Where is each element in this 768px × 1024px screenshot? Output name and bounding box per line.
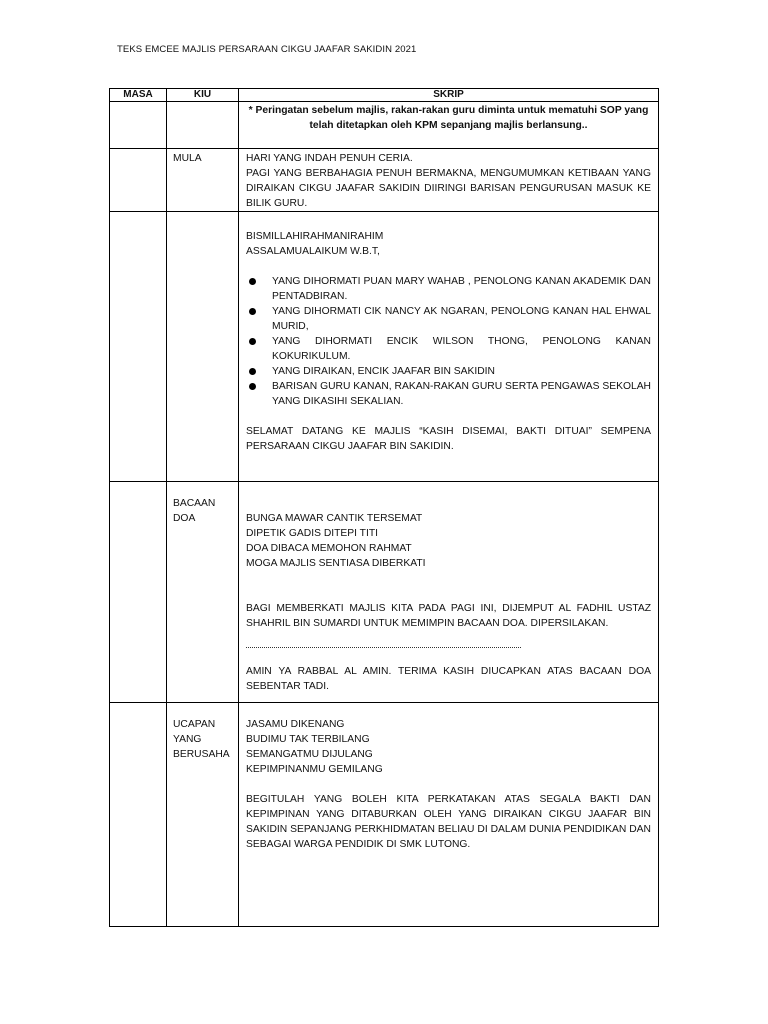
header-masa: MASA	[110, 89, 167, 102]
cell-kiu	[167, 703, 239, 927]
bullet-icon	[249, 368, 256, 375]
greeting-bismillah: BISMILLAHIRAHMANIRAHIM	[246, 231, 384, 242]
list-item: YANG DIHORMATI ENCIK WILSON THONG, PENOLONG KANAN KOKURIKULUM.	[246, 334, 651, 364]
table-row-opening	[110, 212, 659, 482]
script-line: PAGI YANG BERBAHAGIA PENUH BERMAKNA, MENGUMUMKAN KETIBAAN YANG DIRAIKAN CIKGU JAAFAR SAKIDIN DIIRINGI BARISAN PENGURUSAN MASUK KE BILIK GURU.	[246, 168, 651, 209]
doa-closing: AMIN YA RABBAL AL AMIN. TERIMA KASIH DIUCAPKAN ATAS BACAAN DOA SEBENTAR TADI.	[246, 666, 651, 692]
pantun-line: DOA DIBACA MEMOHON RAHMAT	[246, 543, 412, 554]
document-title: TEKS EMCEE MAJLIS PERSARAAN CIKGU JAAFAR SAKIDIN 2021	[117, 44, 417, 55]
bullet-icon	[249, 383, 256, 390]
welcome-text: SELAMAT DATANG KE MAJLIS “KASIH DISEMAI, BAKTI DITUAI” SEMPENA PERSARAAN CIKGU JAAFAR BIN SAKIDIN.	[246, 426, 651, 452]
bullet-icon	[249, 278, 256, 285]
dignitaries-list	[246, 274, 651, 409]
cell-masa	[110, 482, 167, 703]
table-header-row	[110, 89, 659, 102]
bullet-icon	[249, 338, 256, 345]
pantun-line: DIPETIK GADIS DITEPI TITI	[246, 528, 378, 539]
pantun-line: BUDIMU TAK TERBILANG	[246, 734, 370, 745]
cell-skrip	[239, 149, 659, 212]
header-skrip: SKRIP	[239, 89, 659, 102]
cell-masa	[110, 212, 167, 482]
cell-skrip	[239, 703, 659, 927]
kiu-mula: MULA	[173, 153, 202, 164]
cell-masa	[110, 703, 167, 927]
list-item: YANG DIRAIKAN, ENCIK JAAFAR BIN SAKIDIN	[246, 364, 651, 379]
cell-kiu	[167, 482, 239, 703]
table-row-mula	[110, 149, 659, 212]
header-kiu: KIU	[167, 89, 239, 102]
table-row-notice	[110, 102, 659, 149]
dotted-separator	[246, 639, 651, 654]
list-item: YANG DIHORMATI CIK NANCY AK NGARAN, PENOLONG KANAN HAL EHWAL MURID,	[246, 304, 651, 334]
cell-skrip	[239, 102, 659, 149]
pantun-line: JASAMU DIKENANG	[246, 719, 345, 730]
cell-masa	[110, 149, 167, 212]
bullet-icon	[249, 308, 256, 315]
kiu-ucapan-line: BERUSAHA	[173, 749, 230, 760]
cell-kiu	[167, 102, 239, 149]
kiu-doa-line: BACAAN	[173, 498, 216, 509]
script-line: HARI YANG INDAH PENUH CERIA.	[246, 153, 413, 164]
pantun-line: BUNGA MAWAR CANTIK TERSEMAT	[246, 513, 423, 524]
pantun-line: MOGA MAJLIS SENTIASA DIBERKATI	[246, 558, 426, 569]
sop-notice: * Peringatan sebelum majlis, rakan-rakan guru diminta untuk mematuhi SOP yang telah ditetapkan oleh KPM sepanjang majlis berlansung..	[248, 105, 649, 131]
pantun-line: KEPIMPINANMU GEMILANG	[246, 764, 383, 775]
greeting-salam: ASSALAMUALAIKUM W.B.T,	[246, 246, 380, 257]
cell-skrip	[239, 482, 659, 703]
kiu-ucapan-line: YANG	[173, 734, 202, 745]
emcee-script-table	[109, 88, 659, 927]
cell-masa	[110, 102, 167, 149]
tribute-paragraph: BEGITULAH YANG BOLEH KITA PERKATAKAN ATAS SEGALA BAKTI DAN KEPIMPINAN YANG DITABURKAN OLEH YANG DIRAIKAN CIKGU JAAFAR BIN SAKIDIN SEPANJANG PERKHIDMATAN BELIAU DI DALAM DUNIA PENDIDIKAN DAN SEBAGAI WARGA PENDIDIK DI SMK LUTONG.	[246, 794, 651, 850]
table-row-doa	[110, 482, 659, 703]
doa-invitation: BAGI MEMBERKATI MAJLIS KITA PADA PAGI INI, DIJEMPUT AL FADHIL USTAZ SHAHRIL BIN SUMARDI UNTUK MEMIMPIN BACAAN DOA. DIPERSILAKAN.	[246, 603, 651, 629]
list-item: YANG DIHORMATI PUAN MARY WAHAB , PENOLONG KANAN AKADEMIK DAN PENTADBIRAN.	[246, 274, 651, 304]
list-item: BARISAN GURU KANAN, RAKAN-RAKAN GURU SERTA PENGAWAS SEKOLAH YANG DIKASIHI SEKALIAN.	[246, 379, 651, 409]
cell-kiu	[167, 149, 239, 212]
table-row-ucapan	[110, 703, 659, 927]
kiu-ucapan-line: UCAPAN	[173, 719, 216, 730]
kiu-doa-line: DOA	[173, 513, 196, 524]
cell-kiu	[167, 212, 239, 482]
cell-skrip	[239, 212, 659, 482]
pantun-line: SEMANGATMU DIJULANG	[246, 749, 373, 760]
